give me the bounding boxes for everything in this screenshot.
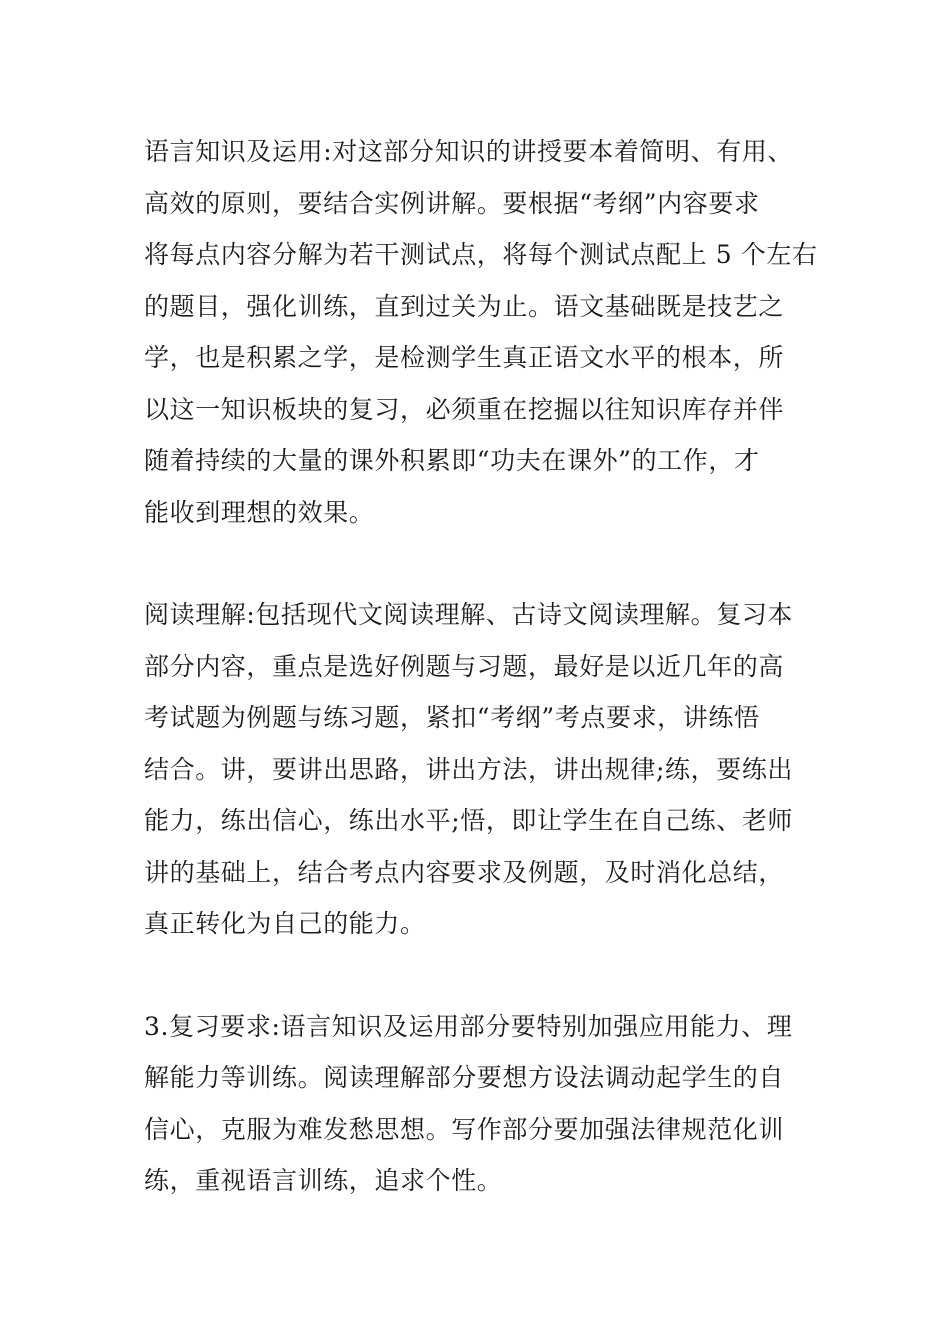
- document-body: [144, 126, 818, 1207]
- text-line: 考试题为例题与练习题，紧扣“考纲”考点要求，讲练悟: [144, 703, 760, 732]
- paragraph-review-requirements: [144, 1001, 808, 1207]
- text-line: 高效的原则，要结合实例讲解。要根据“考纲”内容要求: [144, 188, 760, 218]
- text-line: 信心，克服为难发愁思想。写作部分要加强法律规范化训: [144, 1114, 785, 1144]
- paragraph-reading-comprehension: [144, 589, 808, 950]
- text-line: 阅读理解:包括现代文阅读理解、古诗文阅读理解。复习本: [144, 600, 794, 629]
- text-line: 3.复习要求:语言知识及运用部分要特别加强应用能力、理: [144, 1011, 793, 1041]
- text-line: 语言知识及运用:对这部分知识的讲授要本着简明、有用、: [144, 137, 794, 166]
- text-line: 部分内容，重点是选好例题与习题，最好是以近几年的高: [144, 651, 785, 681]
- text-line: 解能力等训练。阅读理解部分要想方设法调动起学生的自: [144, 1063, 785, 1092]
- paragraph-language-knowledge: [144, 126, 818, 538]
- text-line: 能力，练出信心，练出水平;悟，即让学生在自己练、老师: [144, 806, 794, 835]
- text-line: 练，重视语言训练，追求个性。: [144, 1166, 503, 1195]
- text-line: 学，也是积累之学，是检测学生真正语文水平的根本，所: [144, 343, 785, 372]
- text-line: 随着持续的大量的课外积累即“功夫在课外”的工作，才: [144, 446, 760, 475]
- text-line: 以这一知识板块的复习，必须重在挖掘以往知识库存并伴: [144, 394, 785, 424]
- text-line: 能收到理想的效果。: [144, 497, 375, 527]
- text-line: 真正转化为自己的能力。: [144, 909, 426, 938]
- text-line: 结合。讲，要讲出思路，讲出方法，讲出规律;练，要练出: [144, 754, 794, 784]
- text-line: 将每点内容分解为若干测试点，将每个测试点配上 5 个左右: [144, 240, 818, 269]
- text-line: 讲的基础上，结合考点内容要求及例题，及时消化总结，: [144, 857, 785, 887]
- text-line: 的题目，强化训练，直到过关为止。语文基础既是技艺之: [144, 291, 785, 321]
